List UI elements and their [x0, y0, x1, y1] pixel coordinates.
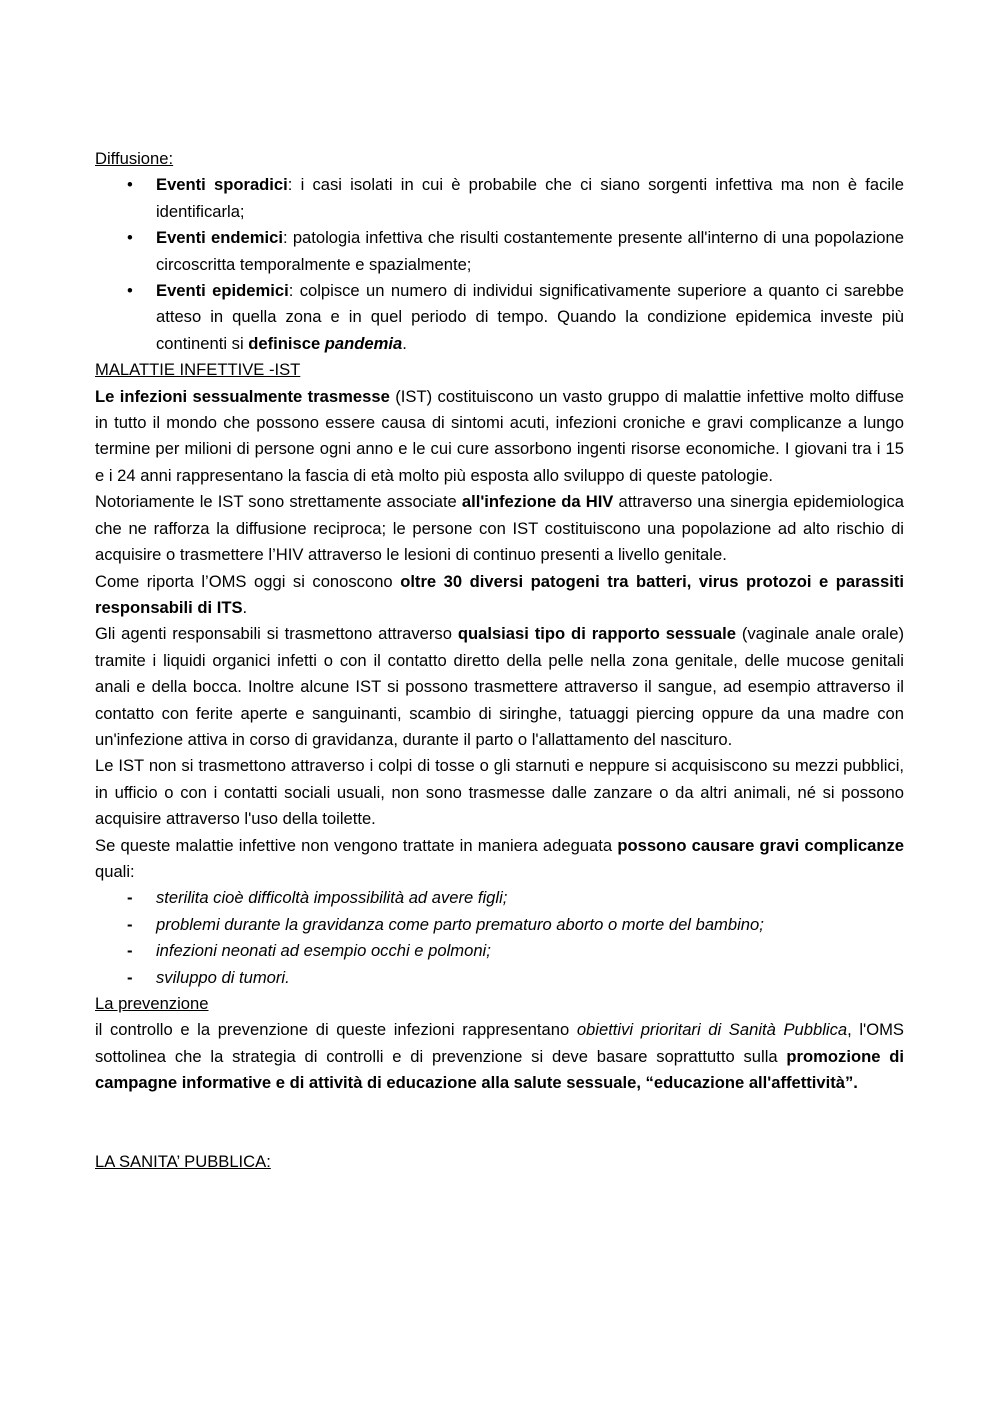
ist-p4-a: Gli agenti responsabili si trasmettono attraverso: [95, 624, 458, 644]
dash-icon: -: [127, 967, 133, 987]
ist-p4-b: (vaginale anale orale) tramite i liquidi organici infetti o con il contatto diretto della pelle nella zona genitale, delle mucose genitali anali e della bocca. Inoltre alcune IST si possono trasmettere attraverso il sangue, ad esempio attraverso il contatto con ferite aperte e sanguinanti, scambio di siringhe, tatuaggi piercing oppure da una madre con un'infezione attiva in corso di gravidanza, durante il parto o l'allattamento del nascituro.: [95, 624, 904, 749]
definition-bold: definisce: [248, 333, 325, 353]
spacer: [95, 1097, 904, 1150]
dash-icon: -: [127, 888, 133, 908]
ist-paragraph-2: [95, 489, 904, 568]
list-item: [95, 278, 904, 357]
list-item: [95, 938, 904, 964]
prevenzione-b: , l'OMS sottolinea che la strategia di controlli e di prevenzione si deve basare soprattutto sulla: [95, 1020, 904, 1066]
list-item: [95, 885, 904, 911]
ist-heading: MALATTIE INFETTIVE -IST: [95, 360, 301, 380]
term: Eventi sporadici: [156, 175, 288, 195]
sanita-heading: LA SANITA’ PUBBLICA:: [95, 1152, 271, 1172]
bullet-icon: •: [127, 228, 133, 248]
ist-p6-bold: possono causare gravi complicanze: [617, 835, 904, 855]
ist-p1-text: (IST) costituiscono un vasto gruppo di malattie infettive molto diffuse in tutto il mondo che possono essere causa di sintomi acuti, infezioni croniche e gravi complicanze a lungo termine per milioni di persone ogni anno e le cui cure assorbono ingenti risorse economiche. I giovani tra i 15 e i 24 anni rappresentano la fascia di età molto più esposta allo sviluppo di queste patologie.: [95, 386, 904, 485]
ist-p2-b: attraverso una sinergia epidemiologica che ne rafforza la diffusione reciproca; le persone con IST costituiscono una popolazione ad alto rischio di acquisire o trasmettere l’HIV attraverso le lesioni di continuo presenti a livello genitale.: [95, 492, 904, 565]
bullet-icon: •: [127, 175, 133, 195]
ist-paragraph-1: [95, 384, 904, 490]
ist-p3-b: .: [242, 597, 248, 617]
prevenzione-italic: obiettivi prioritari di Sanità Pubblica: [576, 1020, 848, 1040]
complicanza-text: problemi durante la gravidanza come parto prematuro aborto o morte del bambino;: [156, 914, 764, 934]
list-item: [95, 225, 904, 278]
ist-paragraph-6: [95, 833, 904, 886]
ist-paragraph-3: [95, 569, 904, 622]
prevenzione-bold: promozione di campagne informative e di attività di educazione alla salute sessuale, “educazione all'affettività”.: [95, 1046, 904, 1093]
list-item: [95, 912, 904, 938]
definition-end: .: [402, 333, 407, 353]
complicanze-list: [95, 885, 904, 991]
ist-paragraph-4: [95, 621, 904, 753]
diffusione-list: [95, 172, 904, 357]
bullet-icon: •: [127, 281, 133, 301]
prevenzione-paragraph: [95, 1017, 904, 1096]
list-item: [95, 172, 904, 225]
list-item: [95, 965, 904, 991]
ist-p2-bold: all'infezione da HIV: [461, 492, 614, 512]
prevenzione-heading: La prevenzione: [95, 994, 209, 1013]
prevenzione-a: il controllo e la prevenzione di queste infezioni rappresentano: [95, 1020, 577, 1040]
term: Eventi endemici: [156, 228, 283, 248]
definition: : colpisce un numero di individui significativamente superiore a quanto ci sarebbe atteso in quella zona e in quel periodo di tempo. Quando la condizione epidemica investe più continenti si: [156, 281, 904, 353]
definition: : patologia infettiva che risulti costantemente presente all'interno di una popolazione circoscritta temporalmente e spazialmente;: [156, 228, 904, 274]
definition: : i casi isolati in cui è probabile che ci siano sorgenti infettiva ma non è facile identificarla;: [156, 175, 904, 221]
ist-p2-a: Notoriamente le IST sono strettamente associate: [95, 492, 462, 512]
dash-icon: -: [127, 941, 133, 961]
term: Eventi epidemici: [156, 281, 289, 301]
ist-p3-bold: oltre 30 diversi patogeni tra batteri, virus protozoi e parassiti responsabili di ITS: [95, 571, 904, 617]
dash-icon: -: [127, 914, 133, 934]
ist-p4-bold: qualsiasi tipo di rapporto sessuale: [457, 624, 736, 644]
ist-p1-bold: Le infezioni sessualmente trasmesse: [95, 386, 390, 406]
complicanza-text: sviluppo di tumori.: [156, 967, 290, 987]
diffusione-heading: Diffusione:: [95, 149, 174, 168]
ist-paragraph-5: Le IST non si trasmettono attraverso i colpi di tosse o gli starnuti e neppure si acquisiscono su mezzi pubblici, in ufficio o con i contatti sociali usuali, non sono trasmesse dalle zanzare o da altri animali, né si possono acquisire attraverso l'uso della toilette.: [95, 756, 904, 829]
document-page: [95, 146, 904, 1176]
definition-bold-italic: pandemia: [324, 333, 403, 353]
ist-p6-b: quali:: [95, 861, 135, 881]
complicanza-text: sterilita cioè difficoltà impossibilità ad avere figli;: [156, 888, 508, 908]
ist-p3-a: Come riporta l’OMS oggi si conoscono: [95, 571, 401, 591]
ist-p6-a: Se queste malattie infettive non vengono trattate in maniera adeguata: [95, 835, 618, 855]
complicanza-text: infezioni neonati ad esempio occhi e polmoni;: [156, 941, 491, 961]
